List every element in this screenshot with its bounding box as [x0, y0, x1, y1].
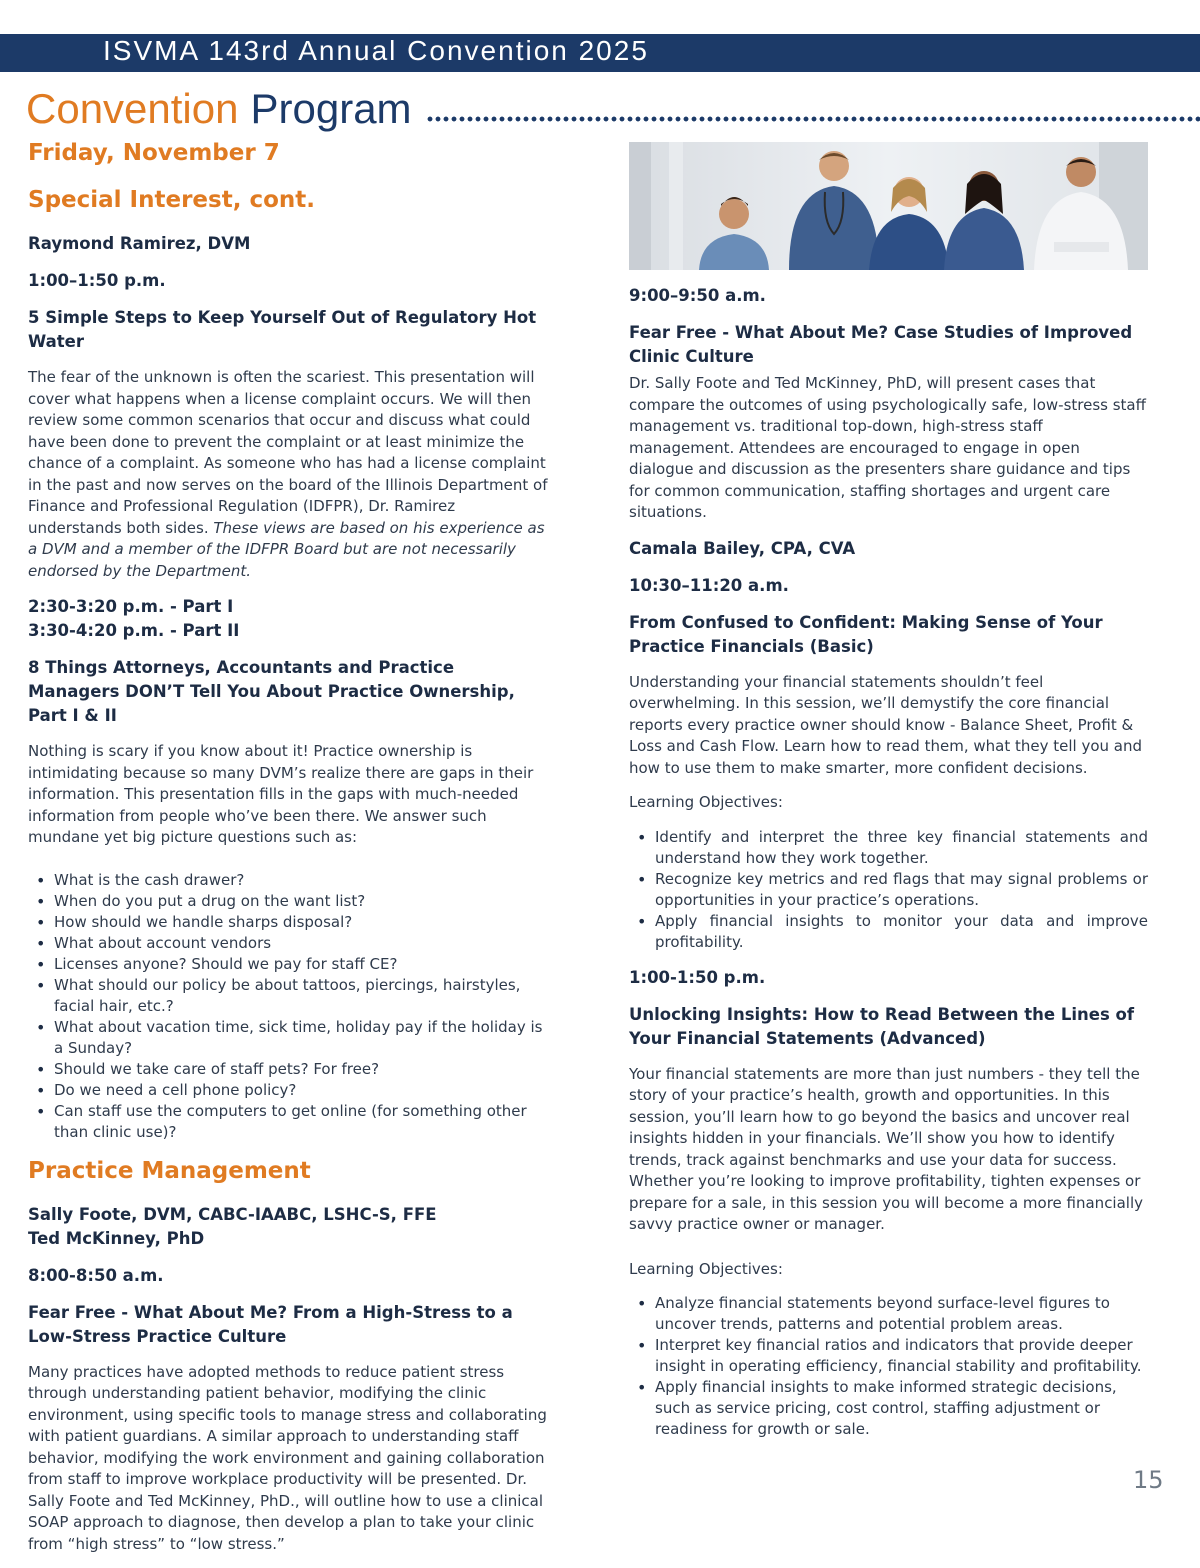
list-item: • How should we handle sharps disposal? — [36, 912, 548, 933]
session-title: Unlocking Insights: How to Read Between the Lines of Your Financial Statements (Advanced) — [629, 1004, 1135, 1048]
title-program: Program — [250, 85, 412, 132]
veterinary-team-photo — [629, 142, 1148, 270]
session-disclaimer: These views are based on his experience as a DVM and a member of the IDFPR Board but are not necessarily endorsed by the Department. — [28, 518, 545, 580]
page-title — [26, 82, 1200, 132]
session-title: 5 Simple Steps to Keep Yourself Out of Regulatory Hot Water — [28, 308, 537, 351]
list-item: • When do you put a drug on the want list? — [36, 891, 548, 912]
left-column — [28, 138, 548, 1568]
question-list — [28, 870, 548, 1143]
session-time: 8:00-8:50 a.m. — [28, 1265, 164, 1285]
session-description-text: The fear of the unknown is often the scariest. This presentation will cover what happens when a license complaint occurs. We will then review some common scenarios that occur and discuss what could have been done to prevent the complaint or at least minimize the chance of a complaint. As someone who has had a license complaint in the past and now serves on the board of the Illinois Department of Finance and Professional Regulation (IDFPR), Dr. Ramirez understands both sides. — [28, 368, 548, 537]
list-item: • Should we take care of staff pets? For free? — [36, 1059, 548, 1080]
list-item: • Apply financial insights to make informed strategic decisions, such as service pricing, cost control, staffing adjustment or readiness for growth or sale. — [637, 1377, 1148, 1440]
list-item: • What is the cash drawer? — [36, 870, 548, 891]
session-time: 9:00–9:50 a.m. — [629, 286, 766, 305]
session-time: 1:00-1:50 p.m. — [629, 967, 766, 987]
list-item: • Can staff use the computers to get online (for something other than clinic use)? — [36, 1101, 548, 1143]
session-description: Dr. Sally Foote and Ted McKinney, PhD, will present cases that compare the outcomes of using psychologically safe, low-stress staff management vs. traditional top-down, high-stress staff management. Attendees are encouraged to engage in open dialogue and discussion as the presenters share guidance and tips for common communication, staffing shortages and urgent care situations. — [629, 374, 1146, 521]
list-item: • Apply financial insights to monitor your data and improve profitability. — [637, 911, 1148, 953]
list-item: • What about vacation time, sick time, holiday pay if the holiday is a Sunday? — [36, 1017, 548, 1059]
learning-objectives-list — [629, 1293, 1148, 1440]
session-time-part1: 2:30-3:20 p.m. - Part I — [28, 597, 234, 616]
right-column — [629, 142, 1148, 1453]
speaker-name: Sally Foote, DVM, CABC-IAABC, LSHC-S, FFE — [28, 1204, 437, 1224]
day-heading: Friday, November 7 — [28, 140, 280, 166]
speaker-name: Raymond Ramirez, DVM — [28, 234, 251, 253]
list-item: • Do we need a cell phone policy? — [36, 1080, 548, 1101]
page-number: 15 — [1133, 1466, 1164, 1494]
banner-title: ISVMA 143rd Annual Convention 2025 — [103, 35, 649, 66]
header-banner — [0, 34, 1200, 72]
session-time: 10:30–11:20 a.m. — [629, 575, 789, 595]
learning-objectives-label: Learning Objectives: — [629, 1259, 783, 1278]
list-item: • Interpret key financial ratios and indicators that provide deeper insight in operating efficiency, financial stability and profitability. — [637, 1335, 1148, 1377]
session-description: Nothing is scary if you know about it! Practice ownership is intimidating because so many DVM’s realize there are gaps in their information. This presentation fills in the gaps with much-needed information from people who’ve been there. We answer such mundane yet big picture questions such as: — [28, 742, 534, 846]
session-time: 1:00–1:50 p.m. — [28, 271, 166, 290]
session-description: Understanding your financial statements shouldn’t feel overwhelming. In this session, we’ll demystify the core financial reports every practice owner should know - Balance Sheet, Profit & Loss and Cash Flow. Learn how to read them, what they tell you and how to use them to make smarter, more confident decisions. — [629, 672, 1143, 777]
speaker-name: Camala Bailey, CPA, CVA — [629, 538, 856, 558]
session-description — [28, 367, 548, 582]
list-item: • What should our policy be about tattoos, piercings, hairstyles, facial hair, etc.? — [36, 975, 548, 1017]
session-title: Fear Free - What About Me? Case Studies of Improved Clinic Culture — [629, 323, 1133, 366]
section-heading-practice-management: Practice Management — [28, 1157, 311, 1184]
list-item: • Licenses anyone? Should we pay for staff CE? — [36, 954, 548, 975]
list-item: • What about account vendors — [36, 933, 548, 954]
session-title: Fear Free - What About Me? From a High-Stress to a Low-Stress Practice Culture — [28, 1302, 513, 1346]
list-item: • Identify and interpret the three key financial statements and understand how they work together. — [637, 827, 1148, 869]
learning-objectives-list — [629, 827, 1148, 953]
section-heading-special-interest: Special Interest, cont. — [28, 187, 315, 213]
session-description: Your financial statements are more than just numbers - they tell the story of your practice’s health, growth and opportunities. In this session, you’ll learn how to go beyond the basics and uncover real insights hidden in your financials. We’ll show you how to identify trends, track against benchmarks and use your data for success. Whether you’re looking to improve profitability, tighten expenses or prepare for a sale, in this session you will become a more financially savvy practice owner or manager. — [629, 1064, 1144, 1233]
learning-objectives-label: Learning Objectives: — [629, 793, 783, 811]
session-time-part2: 3:30-4:20 p.m. - Part II — [28, 621, 240, 640]
session-description: Many practices have adopted methods to reduce patient stress through understanding patient behavior, modifying the clinic environment, using specific tools to manage stress and collaborating with patient guardians. A similar approach to understanding staff behavior, modifying the work environment and gaining collaboration from staff to improve workplace productivity will be presented. Dr. Sally Foote and Ted McKinney, PhD., will outline how to use a clinical SOAP approach to diagnose, then develop a plan to take your clinic from “high stress” to “low stress.” — [28, 1362, 547, 1553]
session-title: 8 Things Attorneys, Accountants and Practice Managers DON’T Tell You About Practice Ownership, Part I & II — [28, 658, 515, 725]
list-item: • Analyze financial statements beyond surface-level figures to uncover trends, patterns and potential problem areas. — [637, 1293, 1148, 1335]
title-convention: Convention — [26, 85, 239, 132]
session-title: From Confused to Confident: Making Sense of Your Practice Financials (Basic) — [629, 612, 1103, 656]
title-dotted-leader — [426, 116, 1200, 122]
team-photo-illustration — [629, 142, 1148, 270]
speaker-name: Ted McKinney, PhD — [28, 1228, 205, 1248]
list-item: • Recognize key metrics and red flags that may signal problems or opportunities in your practice’s operations. — [637, 869, 1148, 911]
